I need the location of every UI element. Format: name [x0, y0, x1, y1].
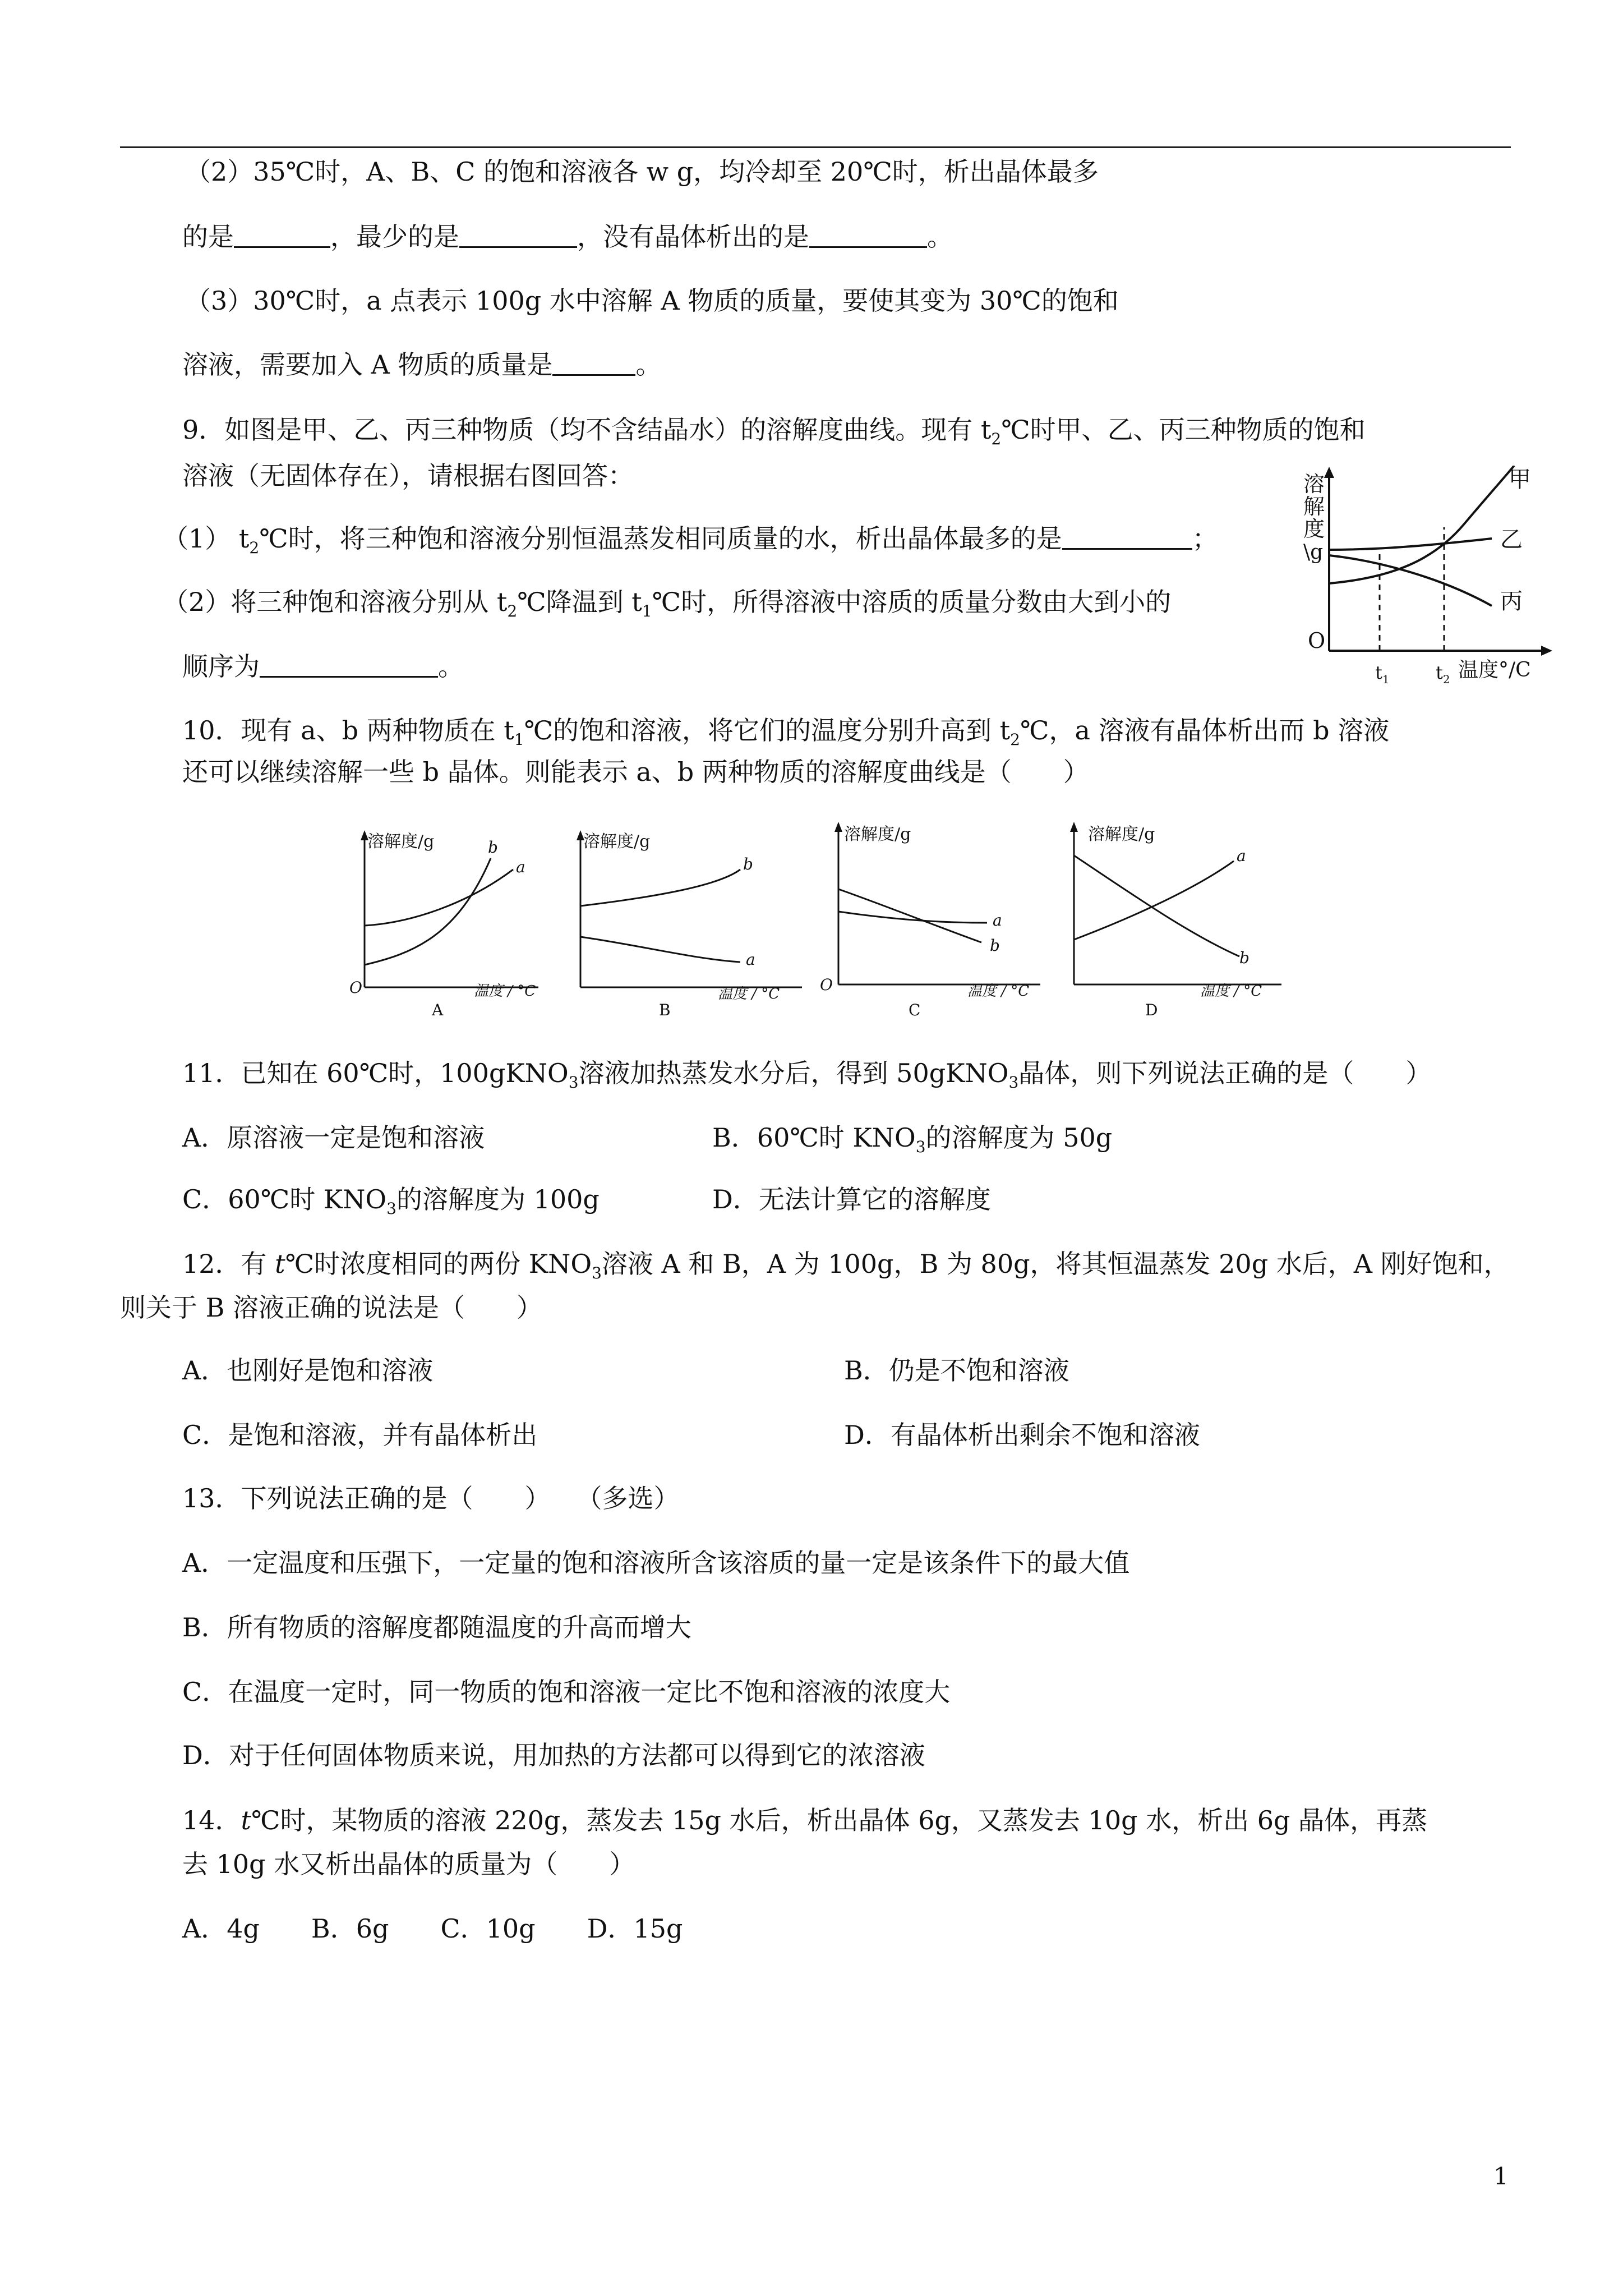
answer-blank[interactable] [234, 224, 330, 248]
label-yi: 乙 [1500, 527, 1523, 553]
answer-blank[interactable] [260, 654, 438, 678]
q9-sub2-answer: 顺序为 。 [182, 651, 464, 682]
q14-options[interactable]: A．4g B．6g C．10g D．15g [182, 1913, 683, 1944]
q12-option-b[interactable]: B．仍是不饱和溶液 [844, 1355, 1069, 1386]
q10-graph-d [1060, 816, 1301, 1027]
curve-a-label: a [1237, 846, 1246, 865]
y-axis-label: 溶解度/g [844, 825, 911, 844]
q12-stem-line1: 12．有 t℃时浓度相同的两份 $KNO_3$溶液 A 和 B，A 为 100g，B 为 80g，将其恒温蒸发 20g 水后，A 刚好饱和， [182, 1249, 1510, 1282]
option-letter: C [909, 1001, 921, 1019]
q14-stem-line1: 14．t℃时，某物质的溶液 220g，蒸发去 15g 水后，析出晶体 6g，又蒸发去 10g 水，析出 6g 晶体，再蒸 [182, 1805, 1428, 1835]
label-jia: 甲 [1509, 467, 1531, 493]
q13-option-c[interactable]: C．在温度一定时，同一物质的饱和溶液一定比不饱和溶液的浓度大 [182, 1677, 951, 1707]
q8-part2-line2: 的是 ，最少的是 ，没有晶体析出的是 。 [182, 222, 953, 252]
q8-part3-line2: 溶液，需要加入 A 物质的质量是 。 [182, 349, 662, 380]
q11-option-c[interactable]: C．60℃时 $KNO_3$的溶解度为 100g [182, 1184, 600, 1218]
q11-stem: 11．已知在 60℃时，100gKNO$_3$溶液加热蒸发水分后，得到 50gKNO$_3$晶体，则下列说法正确的是（ ） [182, 1058, 1432, 1092]
q13-stem: 13．下列说法正确的是（ ） （多选） [182, 1483, 680, 1513]
curve-b [365, 858, 491, 965]
origin-label: O [1308, 628, 1326, 653]
curve-b [1074, 855, 1239, 956]
curve-b-label: b [488, 838, 498, 857]
q9-stem-line1: 9．如图是甲、乙、丙三种物质（均不含结晶水）的溶解度曲线。现有 $t_2℃$时甲、乙、丙三种物质的饱和 [182, 415, 1366, 448]
curve-a-label: a [993, 911, 1002, 930]
x-axis-label: 温度 / °C [1200, 983, 1262, 1000]
origin-label: O [349, 978, 362, 997]
option-letter: B [659, 1001, 671, 1019]
curve-a-label: a [516, 858, 525, 876]
label-bing: 丙 [1500, 588, 1523, 614]
q12-option-a[interactable]: A．也刚好是饱和溶液 [182, 1355, 434, 1386]
q13-option-a[interactable]: A．一定温度和压强下，一定量的饱和溶液所含该溶质的量一定是该条件下的最大值 [182, 1548, 1130, 1578]
q10-graph-c [819, 816, 1060, 1027]
y-axis-label: 溶解度/g [367, 832, 435, 852]
q9-stem-line2: 溶液（无固体存在），请根据右图回答： [182, 461, 634, 491]
answer-blank[interactable] [459, 224, 577, 248]
header-rule [120, 146, 1511, 148]
curve-a [580, 937, 740, 962]
x-axis-label: 温度 / °C [967, 983, 1030, 1000]
q14-stem-line2: 去 10g 水又析出晶体的质量为（ ） [182, 1849, 635, 1879]
curve-b [580, 869, 740, 906]
q9-sub1: （1） $t_2℃$时，将三种饱和溶液分别恒温蒸发相同质量的水，析出晶体最多的是 ； [163, 523, 1218, 557]
q12-option-c[interactable]: C．是饱和溶液，并有晶体析出 [182, 1420, 538, 1450]
curve-b-label: b [990, 936, 1000, 955]
q10-graph-a [345, 825, 552, 1027]
y-axis-label: 溶解度/g [1088, 825, 1155, 844]
y-label-char: 度 [1303, 517, 1325, 541]
answer-blank[interactable] [809, 224, 927, 248]
curve-a [365, 869, 513, 926]
x-axis-label: 温度°/C [1458, 659, 1531, 682]
page-number: 1 [1493, 2162, 1509, 2190]
curve-b-label: b [1239, 949, 1249, 967]
x-axis-label: 温度 / °C [474, 983, 536, 1000]
q13-option-d[interactable]: D．对于任何固体物质来说，用加热的方法都可以得到它的浓溶液 [182, 1740, 925, 1770]
q8-part3-line1: （3）30℃时，a 点表示 100g 水中溶解 A 物质的质量，要使其变为 30℃的饱和 [185, 286, 1119, 316]
answer-blank[interactable] [552, 352, 635, 376]
y-label-char: 解 [1303, 494, 1325, 519]
q10-graph-b [561, 825, 819, 1027]
q8-part2-line1: （2）35℃时，A、B、C 的饱和溶液各 w g，均冷却至 20℃时，析出晶体最多 [185, 157, 1099, 187]
q11-option-b[interactable]: B．60℃时 $KNO_3$的溶解度为 50g [712, 1122, 1113, 1156]
answer-blank[interactable] [1062, 526, 1192, 550]
q11-option-a[interactable]: A．原溶液一定是饱和溶液 [182, 1122, 485, 1153]
y-label-char: \g [1303, 541, 1324, 564]
q13-option-b[interactable]: B．所有物质的溶解度都随温度的升高而增大 [182, 1612, 691, 1642]
q10-stem-line1: 10．现有 a、b 两种物质在 $t_1℃$的饱和溶液，将它们的温度分别升高到 $t_2℃$，a 溶液有晶体析出而 b 溶液 [182, 715, 1390, 749]
tick-t1: $t_1$ [1375, 662, 1390, 686]
curve-b-label: b [743, 855, 753, 873]
y-axis-label: 溶解度/g [583, 832, 651, 852]
q12-option-d[interactable]: D．有晶体析出剩余不饱和溶液 [844, 1420, 1200, 1450]
q9-sub2: （2）将三种饱和溶液分别从 $t_2℃$降温到 $t_1℃$时，所得溶液中溶质的质量分数由大到小的 [163, 587, 1172, 620]
q12-stem-line2: 则关于 B 溶液正确的说法是（ ） [120, 1292, 543, 1323]
y-label-char: 溶 [1303, 472, 1325, 496]
curve-a [1074, 861, 1234, 940]
curve-b [838, 889, 981, 942]
q11-option-d[interactable]: D．无法计算它的溶解度 [712, 1184, 991, 1214]
curve-yi [1329, 539, 1492, 550]
option-letter: D [1145, 1001, 1158, 1019]
q10-stem-line2: 还可以继续溶解一些 b 晶体。则能表示 a、b 两种物质的溶解度曲线是（ ） [182, 757, 1089, 787]
origin-label: O [820, 976, 833, 994]
q9-solubility-figure [1284, 466, 1553, 690]
curve-jia [1329, 466, 1514, 583]
option-letter: A [432, 1001, 444, 1019]
x-axis-label: 温度 / °C [718, 986, 780, 1002]
tick-t2: $t_2$ [1436, 662, 1450, 686]
curve-a-label: a [746, 950, 755, 969]
